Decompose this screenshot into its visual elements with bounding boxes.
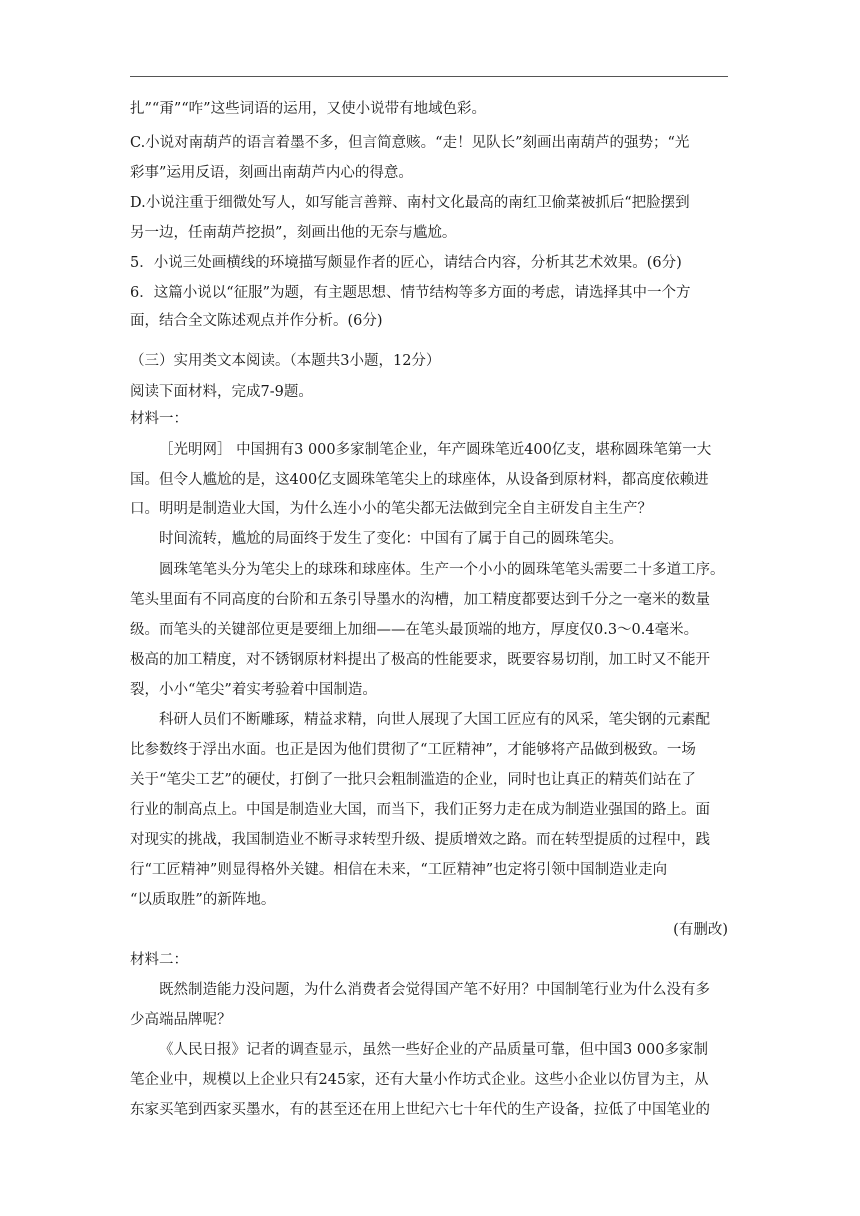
paragraph-line: 口。明明是制造业大国，为什么连小小的笔尖都无法做到完全自主研发自主生产？ bbox=[130, 501, 652, 517]
text-line: 彩事”运用反语，刻画出南葫芦内心的得意。 bbox=[130, 165, 413, 181]
section-heading: （三）实用类文本阅读。（本题共3小题，12分） bbox=[130, 353, 441, 369]
paragraph-line: ［光明网］ 中国拥有3 000多家制笔企业，年产圆珠笔近400亿支，堪称圆珠笔第一大 bbox=[159, 442, 712, 458]
material-2-heading: 材料二： bbox=[130, 952, 188, 968]
option-d-line: D.小说注重于细微处写人，如写能言善辩、南村文化最高的南红卫偷菜被抓后“把脸摆到 bbox=[130, 195, 690, 211]
paragraph-line: 东家买笔到西家买墨水，有的甚至还在用上世纪六七十年代的生产设备，拉低了中国笔业的 bbox=[130, 1102, 710, 1118]
paragraph-line: “以质取胜”的新阵地。 bbox=[130, 892, 276, 908]
paragraph-line: 级。而笔头的关键部位更是要细上加细——在笔头最顶端的地方，厚度仅0.3～0.4毫米。 bbox=[130, 622, 699, 638]
paragraph-line: 少高端品牌呢？ bbox=[130, 1012, 232, 1028]
paragraph-line: 对现实的挑战，我国制造业不断寻求转型升级、提质增效之路。而在转型提质的过程中，践 bbox=[130, 832, 710, 848]
paragraph-line: 裂，小小“笔尖”着实考验着中国制造。 bbox=[130, 682, 377, 698]
text-line: 面，结合全文陈述观点并作分析。(6分) bbox=[130, 313, 383, 329]
text-line: 扎”“甭”“咋”这些词语的运用，又使小说带有地域色彩。 bbox=[130, 101, 487, 117]
question-5: 5．小说三处画横线的环境描写颇显作者的匠心，请结合内容，分析其艺术效果。(6分) bbox=[130, 255, 682, 271]
material-1-heading: 材料一： bbox=[130, 411, 188, 427]
paragraph-line: 笔企业中，规模以上企业只有245家，还有大量小作坊式企业。这些小企业以仿冒为主，从 bbox=[130, 1072, 709, 1088]
paragraph-line: 科研人员们不断雕琢，精益求精，向世人展现了大国工匠应有的风采，笔尖钢的元素配 bbox=[159, 712, 710, 728]
paragraph-line: 圆珠笔笔头分为笔尖上的球珠和球座体。生产一个小小的圆珠笔笔头需要二十多道工序。 bbox=[159, 562, 725, 578]
paragraph-line: 行“工匠精神”则显得格外关键。相信在未来，“工匠精神”也定将引领中国制造业走向 bbox=[130, 862, 668, 878]
question-6: 6．这篇小说以“征服”为题，有主题思想、情节结构等多方面的考虑，请选择其中一个方 bbox=[130, 285, 691, 301]
source-note: (有删改) bbox=[673, 922, 728, 938]
instruction: 阅读下面材料，完成7-9题。 bbox=[130, 384, 313, 400]
paragraph-line: 关于“笔尖工艺”的硬仗，打倒了一批只会粗制滥造的企业，同时也让真正的精英们站在了 bbox=[130, 772, 696, 788]
paragraph-line: 比参数终于浮出水面。也正是因为他们贯彻了“工匠精神”，才能够将产品做到极致。一场 bbox=[130, 742, 696, 758]
paragraph-line: 极高的加工精度，对不锈钢原材料提出了极高的性能要求，既要容易切削，加工时又不能开 bbox=[130, 652, 710, 668]
paragraph-line: 《人民日报》记者的调查显示，虽然一些好企业的产品质量可靠，但中国3 000多家制 bbox=[159, 1042, 709, 1058]
paragraph-line: 既然制造能力没问题，为什么消费者会觉得国产笔不好用？中国制笔行业为什么没有多 bbox=[159, 982, 710, 998]
text-line: 另一边，任南葫芦挖损”，刻画出他的无奈与尴尬。 bbox=[130, 225, 457, 241]
header-rule bbox=[130, 76, 728, 77]
paragraph-line: 国。但令人尴尬的是，这400亿支圆珠笔笔尖上的球座体，从设备到原材料，都高度依赖进 bbox=[130, 472, 709, 488]
paragraph-line: 行业的制高点上。中国是制造业大国，而当下，我们正努力走在成为制造业强国的路上。面 bbox=[130, 802, 710, 818]
paragraph-line: 笔头里面有不同高度的台阶和五条引导墨水的沟槽，加工精度都要达到千分之一毫米的数量 bbox=[130, 592, 710, 608]
option-c-line: C.小说对南葫芦的语言着墨不多，但言简意赅。“走！见队长”刻画出南葫芦的强势；“光 bbox=[130, 135, 690, 151]
paragraph-line: 时间流转，尴尬的局面终于发生了变化：中国有了属于自己的圆珠笔尖。 bbox=[159, 531, 623, 547]
